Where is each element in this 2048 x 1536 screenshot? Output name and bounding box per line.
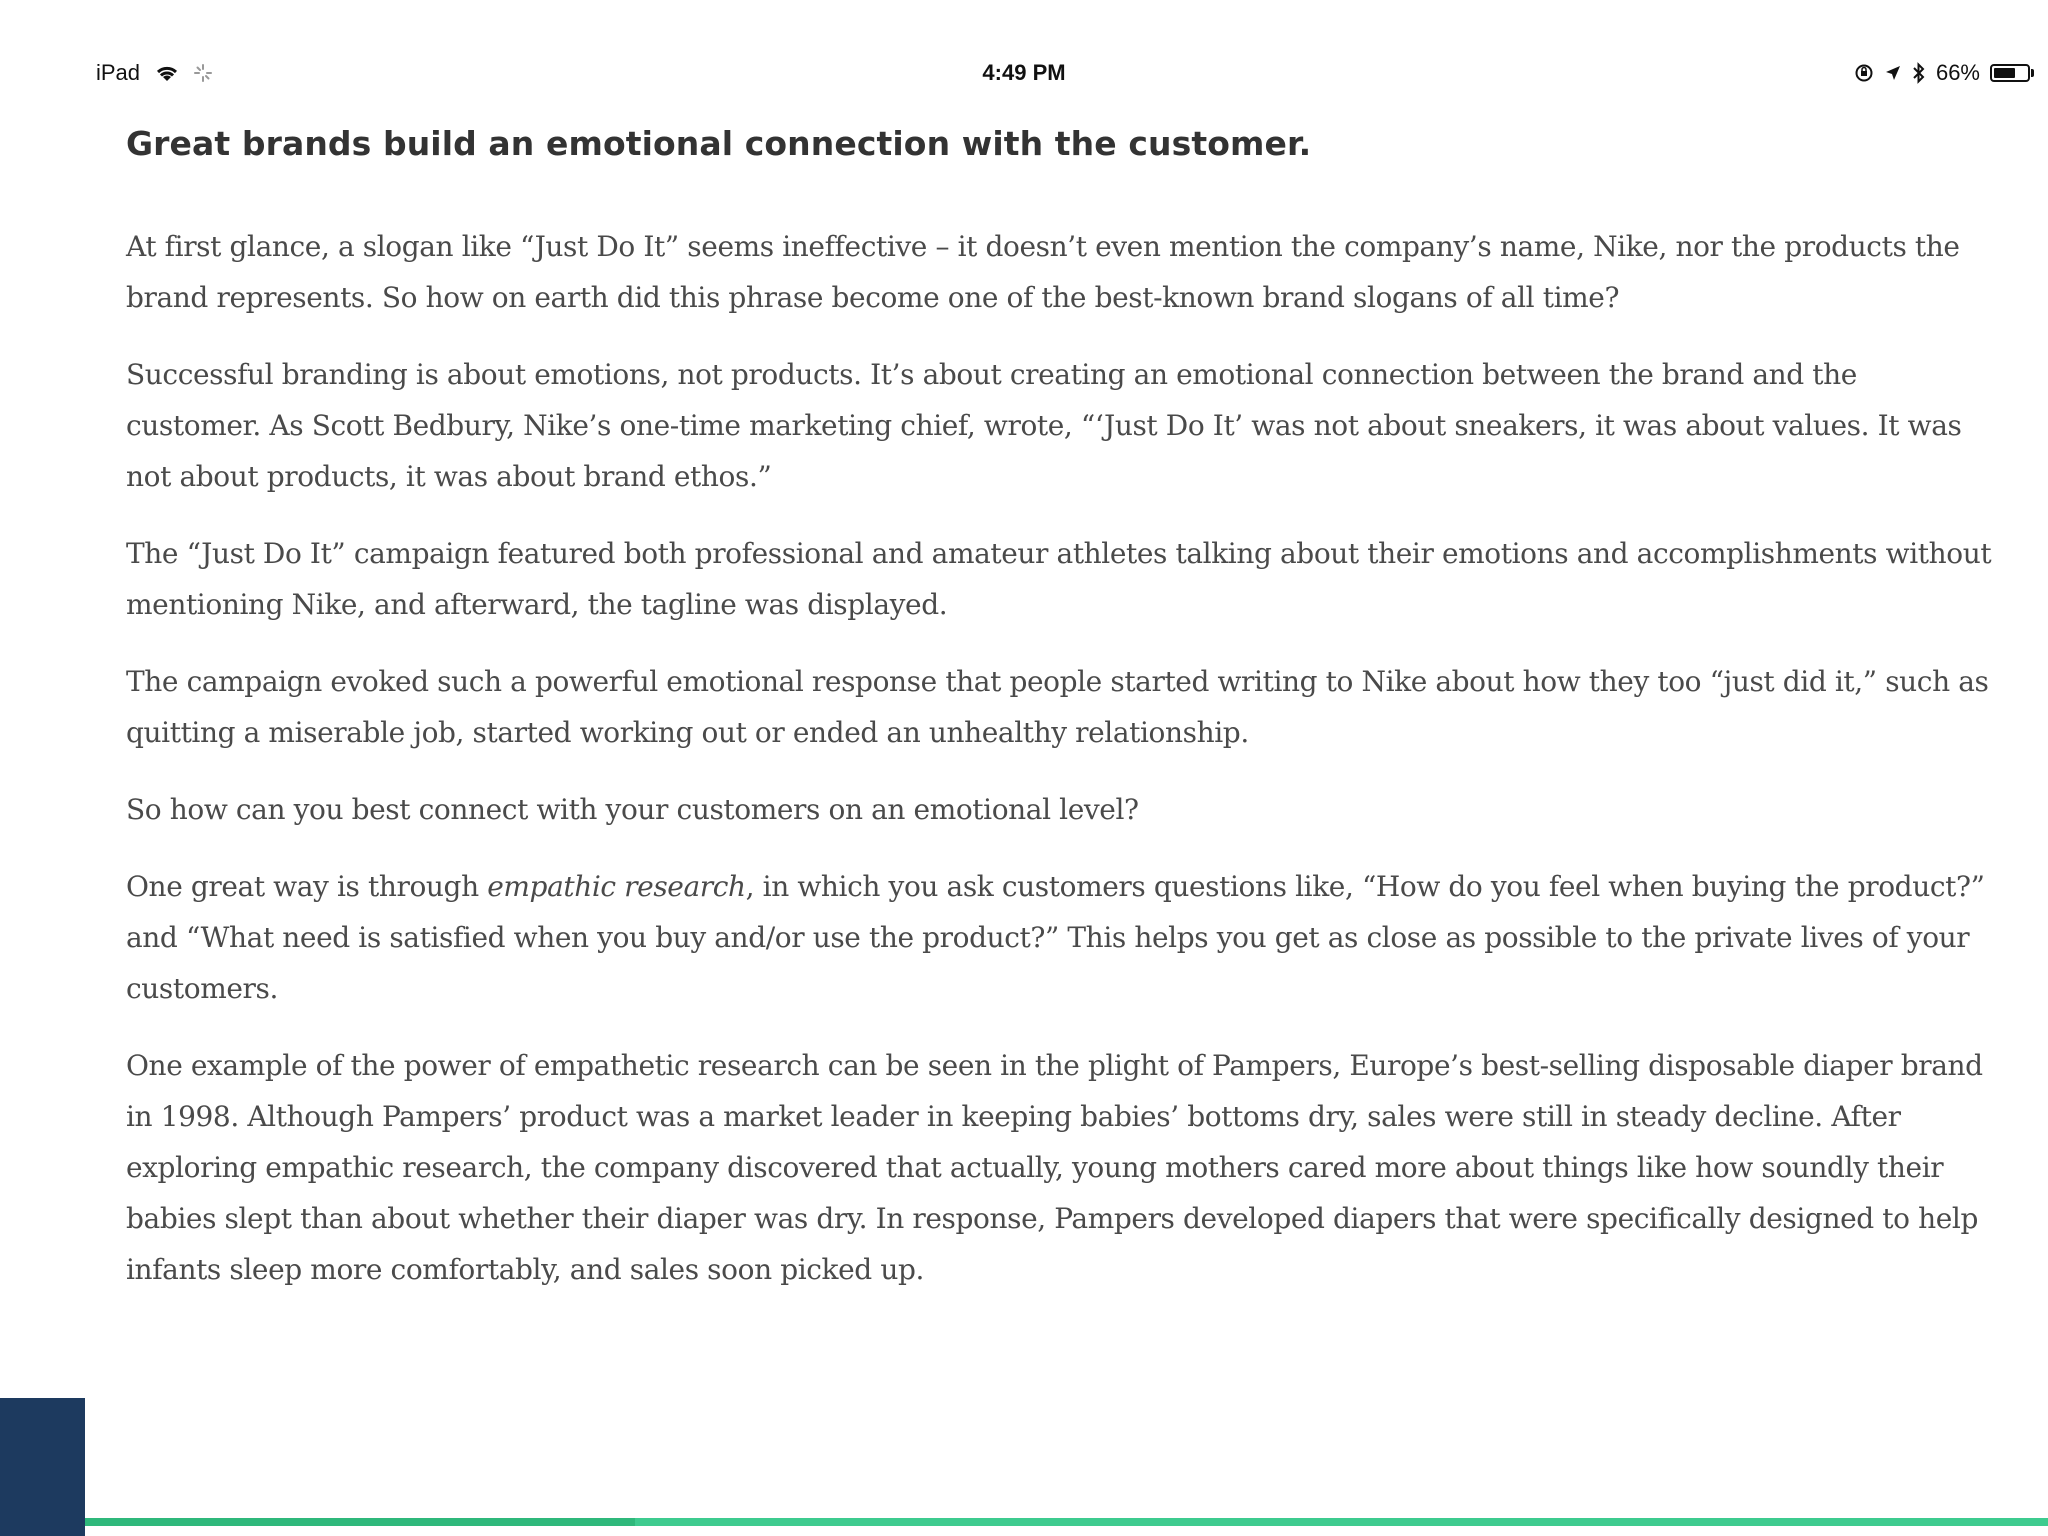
bluetooth-icon (1912, 62, 1926, 84)
rotation-lock-icon (1854, 63, 1874, 83)
battery-fill (1994, 68, 2015, 78)
article-paragraph-2: Successful branding is about emotions, not products. It’s about creating an emotional connection between the brand and the customer. As Scott Bedbury, Nike’s one-time marketing chief, wrote, “‘Just Do It’ was not about sneakers, it was about values. It was not about products, it was about brand ethos.” (126, 358, 1962, 493)
battery-icon (1990, 64, 2034, 82)
bottom-navigation-block[interactable] (0, 1398, 85, 1536)
article-paragraph-7: One example of the power of empathetic research can be seen in the plight of Pampers, Europe’s best-selling disposable diaper brand in 1998. Although Pampers’ product was a market leader in keeping babies’ bottoms dry, sales were still in steady decline. After exploring empathic research, the company discovered that actually, young mothers cared more about things like how soundly their babies slept than about whether their diaper was dry. In response, Pampers developed diapers that were specifically designed to help infants sleep more comfortably, and sales soon picked up. (126, 1049, 1983, 1286)
article-paragraph-5: So how can you best connect with your customers on an emotional level? (126, 793, 1139, 826)
device-label: iPad (96, 60, 141, 85)
p6-text-after: , in which you ask customers questions like, “How do you feel when buying the product?” and “What need is satisfied when you buy and/or use the product?” This helps you get as close as possible to the private lives of your customers. (126, 870, 1985, 1005)
battery-percent: 66% (1935, 60, 1980, 85)
article-heading: Great brands build an emotional connection with the customer. (126, 124, 1312, 163)
reading-progress-fill (85, 1518, 635, 1526)
status-right (1854, 60, 2034, 86)
p6-emphasis: empathic research (487, 870, 746, 903)
p6-text-before: One great way is through (126, 870, 488, 903)
article-content (126, 124, 1996, 1321)
reading-progress-bar (85, 1518, 2048, 1526)
battery-body (1990, 64, 2030, 82)
status-time: 4:49 PM (982, 60, 1066, 85)
article-paragraph-1: At first glance, a slogan like “Just Do It” seems ineffective – it doesn’t even mention the company’s name, Nike, nor the products the brand represents. So how on earth did this phrase become one of the best-known brand slogans of all time? (126, 230, 1960, 314)
battery-cap (2031, 69, 2034, 77)
article-paragraph-6 (126, 861, 1996, 1014)
location-arrow-icon (1884, 64, 1902, 82)
article-paragraph-3: The “Just Do It” campaign featured both professional and amateur athletes talking about their emotions and accomplishments without mentioning Nike, and afterward, the tagline was displayed. (126, 537, 1992, 621)
status-bar (0, 56, 2048, 92)
article-paragraph-4: The campaign evoked such a powerful emotional response that people started writing to Nike about how they too “just did it,” such as quitting a miserable job, started working out or ended an unhealthy relationship. (126, 665, 1989, 749)
